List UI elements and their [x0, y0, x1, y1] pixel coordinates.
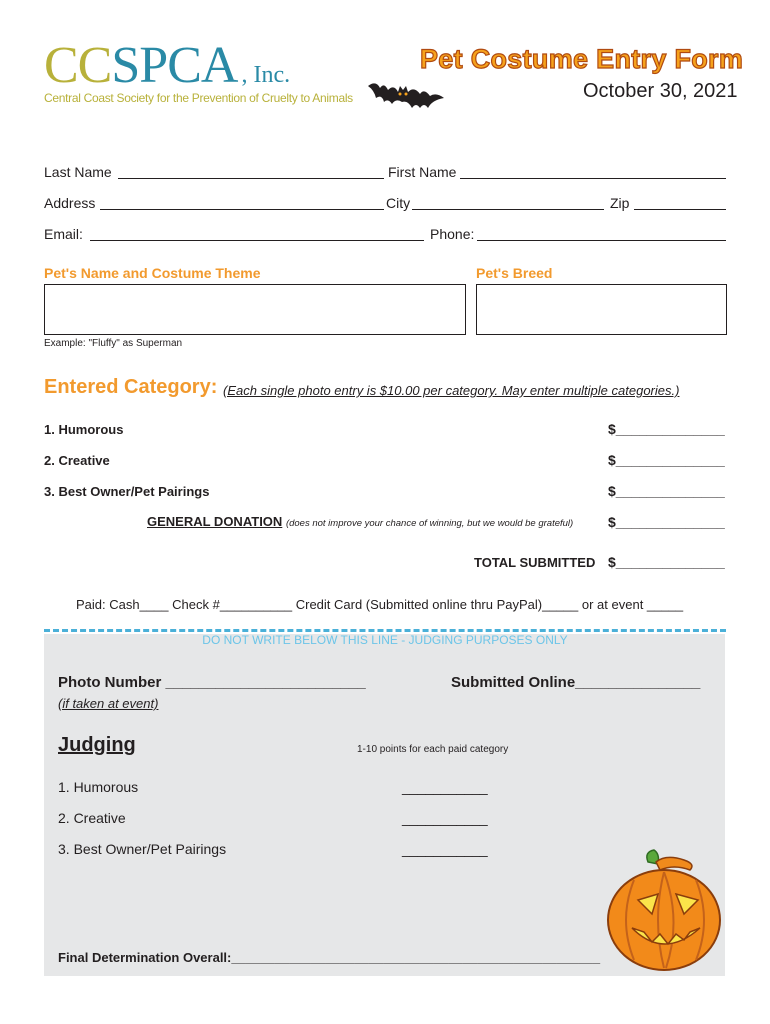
category-amount-humorous[interactable]: $______________ [608, 421, 725, 437]
general-donation-row [147, 514, 573, 529]
judging-item-pairings: 3. Best Owner/Pet Pairings [58, 841, 227, 857]
judging-item-humorous: 1. Humorous [58, 779, 139, 795]
category-amount-creative[interactable]: $______________ [608, 452, 725, 468]
category-item-creative: 2. Creative [44, 453, 110, 468]
bat-icon [366, 72, 446, 114]
first-name-label: First Name [388, 164, 457, 180]
pet-breed-box[interactable] [476, 284, 727, 335]
pet-breed-label: Pet's Breed [476, 265, 553, 281]
address-label: Address [44, 195, 96, 211]
payment-method-line[interactable]: Paid: Cash____ Check #__________ Credit Card (Submitted online thru PayPal)_____ or at event _____ [76, 597, 684, 612]
address-field[interactable] [100, 209, 384, 210]
zip-label: Zip [610, 195, 630, 211]
jack-o-lantern-icon [604, 848, 722, 974]
last-name-field[interactable] [118, 178, 384, 179]
photo-number-note: (if taken at event) [58, 696, 159, 711]
judging-item-creative: 2. Creative [58, 810, 126, 826]
category-amount-pairings[interactable]: $______________ [608, 483, 725, 499]
pet-name-box[interactable] [44, 284, 466, 335]
email-field[interactable] [90, 240, 424, 241]
category-item-pairings: 3. Best Owner/Pet Pairings [44, 484, 210, 499]
judging-score-creative[interactable]: ___________ [402, 810, 488, 826]
form-title: Pet Costume Entry Form [420, 44, 744, 74]
photo-number-field[interactable]: Photo Number ________________________ [58, 674, 366, 691]
category-title: Entered Category: [44, 376, 218, 398]
total-amount[interactable]: $______________ [608, 554, 725, 570]
submitted-online-field[interactable]: Submitted Online_______________ [451, 674, 701, 691]
judging-score-humorous[interactable]: ___________ [402, 779, 488, 795]
cut-line-divider [44, 629, 726, 632]
donation-label: GENERAL DONATION [147, 514, 283, 529]
form-date: October 30, 2021 [583, 80, 738, 102]
logo-tagline: Central Coast Society for the Prevention of Cruelty to Animals [44, 91, 353, 105]
total-submitted-label: TOTAL SUBMITTED [474, 555, 596, 570]
judging-score-pairings[interactable]: ___________ [402, 841, 488, 857]
pet-name-example: Example: "Fluffy" as Superman [44, 338, 183, 349]
zip-field[interactable] [634, 209, 726, 210]
last-name-label: Last Name [44, 164, 112, 180]
category-item-humorous: 1. Humorous [44, 422, 124, 437]
phone-field[interactable] [477, 240, 726, 241]
email-label: Email: [44, 226, 83, 242]
do-not-write-notice: DO NOT WRITE BELOW THIS LINE - JUDGING PURPOSES ONLY [202, 633, 568, 647]
pet-name-label: Pet's Name and Costume Theme [44, 265, 261, 281]
first-name-field[interactable] [460, 178, 726, 179]
city-label: City [386, 195, 411, 211]
points-note: 1-10 points for each paid category [357, 744, 509, 755]
donation-amount[interactable]: $______________ [608, 514, 725, 530]
final-determination-field[interactable]: Final Determination Overall:___________________________________________________ [58, 950, 601, 965]
judging-title: Judging [58, 734, 136, 756]
city-field[interactable] [412, 209, 604, 210]
category-note: (Each single photo entry is $10.00 per category. May enter multiple categories.) [223, 383, 680, 398]
logo-inc: , Inc. [241, 62, 291, 88]
phone-label: Phone: [430, 226, 475, 242]
logo-cc: CC [44, 37, 112, 94]
donation-note: (does not improve your chance of winning, but we would be grateful) [285, 518, 574, 529]
logo-spca: SPCA [111, 37, 238, 94]
